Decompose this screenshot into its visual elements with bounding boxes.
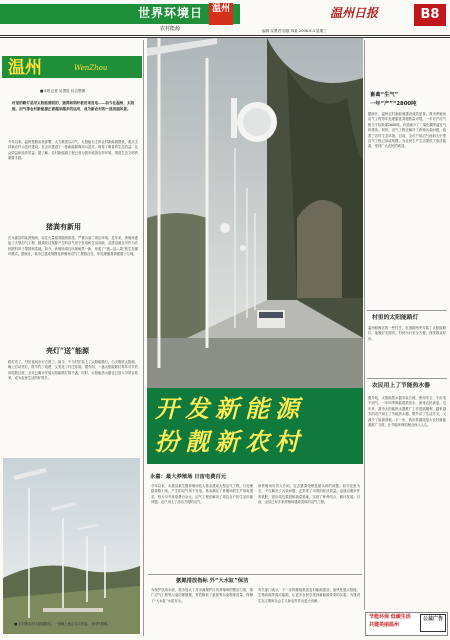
- column-divider: [364, 40, 365, 610]
- section-divider: [367, 378, 447, 379]
- section-heading: 亮灯“送”能源: [46, 346, 90, 355]
- column-divider: [143, 40, 144, 636]
- article-paragraph: 今年以来，永嘉县某生猪养殖场投入资金建成大型沼气工程，日处理猪粪数十吨，产生的沼气用于发电，基本满足了养殖场的生产用电需求，每天可节省电费百余元。沼气工程还解决了周边农户的生活用能问题，农户用上了清洁方便的沼气。: [151, 484, 253, 505]
- photo-caption: ■ 农村街头的太阳能路灯，一到晚上就会自动亮起，为村民照明。: [14, 622, 111, 626]
- article-paragraph: 为保护饮用水源，我市加大了对水源保护区内养殖场的整治力度，推广沼气工程等污染治理措施，有效降低了氨氮等污染物排放量，保障了“大水缸”水质安全。: [151, 588, 253, 603]
- ad-slogan-line2: 共建美丽温州: [369, 622, 400, 628]
- article-paragraph: 温州瓯海区的一些村庄，在道路两旁安装了太阳能路灯，夜晚灯光明亮，村民出行安全方便，深受群众好评。: [368, 326, 446, 341]
- right-section-heading: 农民用上了节能热水器: [372, 383, 430, 389]
- village-streetlight-photo: [147, 38, 363, 388]
- left-title: 温州: [8, 58, 42, 78]
- article-paragraph: 该养殖场负责人介绍，过去猪粪处理是最头疼的问题，如今变废为宝，不仅解决了污染问题，还带来了可观的经济效益。沼渣沼液用作有机肥，供应周边果园和蔬菜基地，实现了种养结合、循环发展。目前，全县已有多家养殖场建成类似的沼气工程。: [258, 484, 360, 505]
- header-rule-2: [0, 37, 450, 38]
- streetlight-photo-small: [3, 458, 140, 634]
- ad-slogan-line1: 节能环保 低碳生活: [369, 614, 411, 620]
- byline: ■本报记者 吴勇进 综合整理: [40, 89, 86, 93]
- article-paragraph: 据统计，温州农村新能源建设成效显著。我市养殖场沼气工程每年处理畜禽粪便数量可观，一年可产沼气相当于标准煤2800吨，有效减少了二氧化碳等温室气体排放。同时，沼气工程还解决了养殖污染问题，改善了农村生态环境。目前，全市户用沼气池和大中型沼气工程已形成规模，为农民生产生活提供了清洁能源，受到广大农民的欢迎。: [368, 112, 446, 149]
- left-title-pinyin: WenZhou: [74, 64, 108, 72]
- article-paragraph: 今年以来，温州按照省里部署，大力推进以沼气、太阳能为主的农村新能源建设，重点支持新农村示范村建设，在全市建设了一批新能源利用示范村，取得了明显的生态效益、社会效益和经济效益。据了解，农村新能源工程已成为我市改善农村环境、推进生态文明的重要手段。: [8, 140, 138, 161]
- header-channel: 农村能源: [160, 26, 181, 32]
- main-headline-line1: 开发新能源: [155, 394, 305, 423]
- header-green-banner: [0, 4, 240, 24]
- sub-headline: 氨氮排放指标 外“大水缸”保洁: [176, 578, 249, 584]
- article-paragraph: 在永嘉县的某养殖场，以往大量猪粪随意排放，严重污染了周边环境。近年来，养殖场建起了大型沼气工程，猪粪经过发酵产生的沼气用于发电和生活用能，沼渣沼液还可作为有机肥料用于果园和菜地。如今，养殖场周边环境焕然一新，形成了“猪—沼—果”的生态循环模式。据统计，我市已建成规模化养殖场沼气工程数百处，年处理畜禽粪便数十万吨。: [8, 236, 138, 257]
- header-section-title: 世界环境日: [138, 6, 204, 20]
- sub-headline: 永嘉：最大养殖场 日宙电费百元: [150, 474, 227, 480]
- article-intro: 村里的路灯是用太阳能照明的，猪粪和秸秆被用来发电……如今在温州，太阳能、沼气等农村新能源正被越来越多的运用，成为新农村的一道亮丽风景。: [12, 101, 135, 111]
- section-divider: [148, 574, 362, 575]
- article-paragraph: 有关部门表示，下一步将继续推进农村能源建设，加快发展太阳能、生物质能等清洁能源，让更多农民享受到新能源带来的实惠，为建设生态文明和社会主义新农村作出更大贡献。: [258, 588, 360, 603]
- right-section-heading: 村里的太阳能路灯: [372, 315, 419, 321]
- article-paragraph: 据介绍，太阳能热水器安装方便，使用安全，不用电不用气，一年四季都能提供热水，深受农民欢迎。近年来，我市太阳能热水器推广工作进展顺利，越来越多的农户用上了节能热水器，既节省了生活开支，又减少了能源消耗。下一步，我市将继续加大农村新能源推广力度，让节能环保的理念深入人心。: [368, 396, 446, 428]
- section-heading: 猪粪有新用: [46, 222, 81, 231]
- right-headline-line1: 畜禽“生气”: [370, 92, 399, 98]
- header-info-line: 编辑 吴勇进 组版 林某 2008.6.4 星期三: [262, 29, 327, 33]
- page-number-badge: B8: [414, 4, 446, 26]
- newspaper-name-logo: 温州日报: [330, 6, 379, 20]
- main-headline-line2: 扮靓新农村: [155, 427, 305, 456]
- right-headline-line2: 一年“产”“2800吨: [370, 101, 417, 107]
- header-rule: [0, 35, 450, 36]
- ad-label-box: 公益广告: [420, 614, 446, 632]
- section-divider: [367, 310, 447, 311]
- article-paragraph: 路灯亮了，村民夜间出行方便了。如今，不少村庄装上了太阳能路灯，白天吸收太阳能，晚上自动亮灯，既节约了电费，又美化了村庄环境。据介绍，一盏太阳能路灯每年可节约用电数百度，全市已累计安装太阳能路灯数千盏。同时，太阳能热水器也已进入寻常百姓家，成为农民生活的好帮手。: [8, 360, 138, 381]
- header-seal-logo: 温州: [209, 3, 233, 25]
